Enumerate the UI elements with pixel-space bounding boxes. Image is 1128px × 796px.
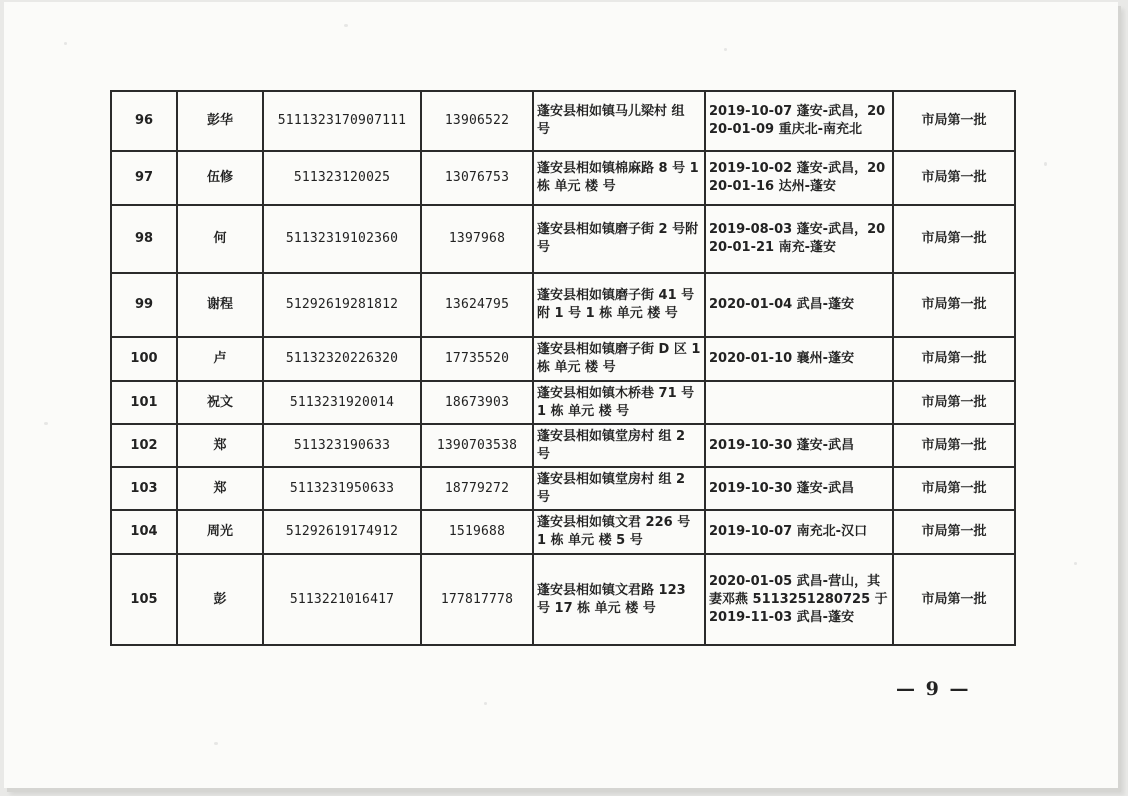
phone-cell: 17735520 [421,337,533,381]
address-cell: 蓬安县相如镇文君 226 号 1 栋 单元 楼 5 号 [533,510,705,554]
scan-speckle [64,42,67,45]
scan-speckle [484,702,487,705]
name-cell: 彭 [177,554,263,645]
row-number-cell: 96 [111,91,177,151]
travel-record-cell: 2020-01-05 武昌-营山，其妻邓燕 5113251280725 于 2019-11-03 武昌-蓬安 [705,554,893,645]
id-number-cell: 5113231950633 [263,467,421,510]
name-cell: 何 [177,205,263,273]
phone-cell: 13906522 [421,91,533,151]
id-number-cell: 51292619174912 [263,510,421,554]
row-number-cell: 103 [111,467,177,510]
name-cell: 卢 [177,337,263,381]
row-number-cell: 102 [111,424,177,467]
travel-record-cell: 2019-10-30 蓬安-武昌 [705,467,893,510]
id-number-cell: 511323190633 [263,424,421,467]
address-cell: 蓬安县相如镇棉麻路 8 号 1 栋 单元 楼 号 [533,151,705,205]
name-cell: 彭华 [177,91,263,151]
travel-record-cell: 2020-01-10 襄州-蓬安 [705,337,893,381]
scan-speckle [724,48,727,51]
travel-record-cell: 2019-10-02 蓬安-武昌，2020-01-16 达州-蓬安 [705,151,893,205]
page-number: — 9 — [896,678,971,700]
phone-cell: 1519688 [421,510,533,554]
scan-speckle [1074,562,1077,565]
batch-cell: 市局第一批 [893,381,1015,424]
name-cell: 祝文 [177,381,263,424]
row-number-cell: 105 [111,554,177,645]
id-number-cell: 511323120025 [263,151,421,205]
phone-cell: 18779272 [421,467,533,510]
phone-cell: 1397968 [421,205,533,273]
id-number-cell: 5113231920014 [263,381,421,424]
name-cell: 谢程 [177,273,263,337]
batch-cell: 市局第一批 [893,554,1015,645]
address-cell: 蓬安县相如镇磨子街 2 号附 号 [533,205,705,273]
address-cell: 蓬安县相如镇磨子街 D 区 1 栋 单元 楼 号 [533,337,705,381]
scan-speckle [1044,162,1047,166]
batch-cell: 市局第一批 [893,91,1015,151]
table-row [111,554,1015,645]
batch-cell: 市局第一批 [893,467,1015,510]
scan-speckle [44,422,48,425]
table-row [111,381,1015,424]
phone-cell: 13624795 [421,273,533,337]
table-row [111,91,1015,151]
row-number-cell: 101 [111,381,177,424]
table-row [111,424,1015,467]
table-row [111,337,1015,381]
address-cell: 蓬安县相如镇堂房村 组 2 号 [533,467,705,510]
address-cell: 蓬安县相如镇马儿梁村 组 号 [533,91,705,151]
phone-cell: 18673903 [421,381,533,424]
travel-record-cell: 2019-10-07 南充北-汉口 [705,510,893,554]
row-number-cell: 104 [111,510,177,554]
address-cell: 蓬安县相如镇文君路 123 号 17 栋 单元 楼 号 [533,554,705,645]
row-number-cell: 97 [111,151,177,205]
row-number-cell: 99 [111,273,177,337]
address-cell: 蓬安县相如镇磨子街 41 号附 1 号 1 栋 单元 楼 号 [533,273,705,337]
address-cell: 蓬安县相如镇堂房村 组 2 号 [533,424,705,467]
batch-cell: 市局第一批 [893,273,1015,337]
name-cell: 周光 [177,510,263,554]
batch-cell: 市局第一批 [893,424,1015,467]
travel-record-cell: 2019-10-07 蓬安-武昌，2020-01-09 重庆北-南充北 [705,91,893,151]
batch-cell: 市局第一批 [893,205,1015,273]
id-number-cell: 51292619281812 [263,273,421,337]
travel-record-cell [705,381,893,424]
phone-cell: 13076753 [421,151,533,205]
scan-speckle [214,742,218,745]
table-row [111,151,1015,205]
name-cell: 郑 [177,467,263,510]
phone-cell: 177817778 [421,554,533,645]
document-page [4,2,1118,788]
travel-record-cell: 2019-08-03 蓬安-武昌，2020-01-21 南充-蓬安 [705,205,893,273]
table-row [111,205,1015,273]
batch-cell: 市局第一批 [893,151,1015,205]
row-number-cell: 98 [111,205,177,273]
address-cell: 蓬安县相如镇木桥巷 71 号 1 栋 单元 楼 号 [533,381,705,424]
table-row [111,273,1015,337]
travel-record-cell: 2020-01-04 武昌-蓬安 [705,273,893,337]
scan-speckle [344,24,348,27]
table-row [111,510,1015,554]
roster-table [110,90,1016,646]
name-cell: 伍修 [177,151,263,205]
id-number-cell: 51132320226320 [263,337,421,381]
id-number-cell: 5113221016417 [263,554,421,645]
id-number-cell: 51132319102360 [263,205,421,273]
batch-cell: 市局第一批 [893,510,1015,554]
travel-record-cell: 2019-10-30 蓬安-武昌 [705,424,893,467]
name-cell: 郑 [177,424,263,467]
batch-cell: 市局第一批 [893,337,1015,381]
table-row [111,467,1015,510]
id-number-cell: 5111323170907111 [263,91,421,151]
phone-cell: 1390703538 [421,424,533,467]
row-number-cell: 100 [111,337,177,381]
